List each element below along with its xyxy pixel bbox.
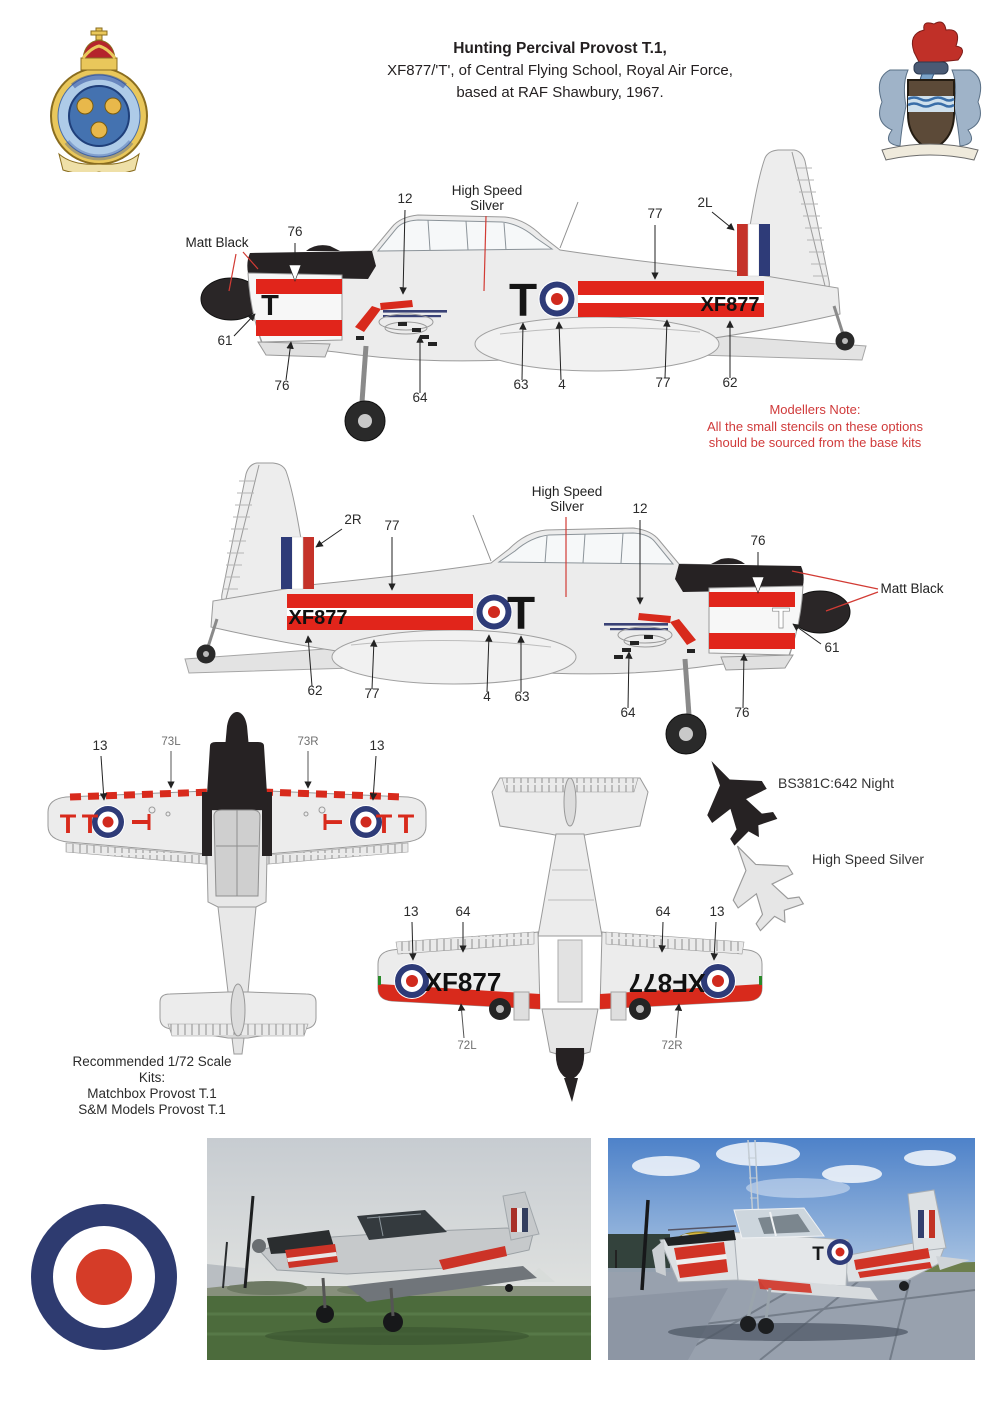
photo-provost-apron: [608, 1138, 975, 1360]
callout-64: 64: [455, 904, 471, 919]
wing-code-letter: T: [59, 809, 77, 839]
callout-63: 63: [514, 689, 530, 704]
title-line-3: based at RAF Shawbury, 1967.: [456, 84, 664, 101]
callout-13: 13: [369, 738, 385, 753]
callout-2L: 2L: [697, 195, 713, 210]
callout-62: 62: [307, 683, 323, 698]
upper-surfaces-plan-view: [48, 712, 426, 1054]
callout-13: 13: [709, 904, 725, 919]
callout-76: 76: [287, 224, 303, 239]
callout-76b: 76: [734, 705, 750, 720]
callout-77: 77: [384, 518, 400, 533]
callout-63: 63: [513, 377, 529, 392]
callout-62: 62: [722, 375, 738, 390]
callout-77b: 77: [364, 686, 380, 701]
callout-76: 76: [750, 533, 766, 548]
night-colour-swatch-icon: [684, 744, 786, 854]
photo2-code-letter: T: [812, 1244, 824, 1265]
recommended-kits: Recommended 1/72 Scale Kits: Matchbox Provost T.1 S&M Models Provost T.1: [72, 1054, 232, 1117]
callout-12: 12: [397, 191, 413, 206]
port-serial: XF877: [700, 294, 760, 316]
callout-2R: 2R: [344, 512, 362, 527]
starboard-cowl-code-letter: T: [772, 603, 790, 635]
callout-77b: 77: [655, 375, 671, 390]
callout-72L: 72L: [457, 1040, 477, 1052]
wing-code-letter: T: [81, 809, 99, 839]
modellers-note-heading: Modellers Note:: [769, 402, 861, 417]
modellers-note: Modellers Note: All the small stencils on these options should be sourced from the base kits: [652, 402, 978, 452]
high-speed-silver-label: High Speed: [451, 183, 523, 198]
callout-61: 61: [824, 640, 840, 655]
callout-4: 4: [558, 377, 566, 392]
matt-black-label: Matt Black: [185, 235, 249, 250]
callout-77: 77: [647, 206, 663, 221]
side-profile-port: [185, 150, 866, 441]
wing-code-letter: T: [318, 813, 348, 831]
svg-text:Silver: Silver: [470, 198, 504, 213]
underwing-serial-right: XF877: [628, 968, 706, 998]
callout-64: 64: [655, 904, 671, 919]
high-speed-silver-label: High Speed: [531, 484, 603, 499]
callout-64: 64: [620, 705, 636, 720]
callout-73L: 73L: [161, 736, 181, 748]
silver-colour-swatch-icon: [710, 829, 812, 939]
title-line-2: XF877/'T', of Central Flying School, Royal Air Force,: [387, 62, 733, 79]
callout-64: 64: [412, 390, 428, 405]
callout-4: 4: [483, 689, 491, 704]
night-colour-label: BS381C:642 Night: [778, 775, 894, 791]
port-fuselage-code-letter: T: [508, 274, 538, 326]
photo-provost-airshow: [207, 1138, 591, 1360]
port-cowl-code-letter: T: [261, 290, 279, 322]
svg-text:Silver: Silver: [550, 499, 584, 514]
callout-61: 61: [217, 333, 233, 348]
callout-76b: 76: [274, 378, 290, 393]
wing-code-letter: T: [126, 813, 156, 831]
callout-13: 13: [403, 904, 419, 919]
under-surfaces-plan-view: [375, 778, 762, 1102]
matt-black-label: Matt Black: [880, 581, 944, 596]
underwing-serial-left: XF877: [424, 967, 502, 997]
callout-13: 13: [92, 738, 108, 753]
title-line-1: Hunting Percival Provost T.1,: [453, 40, 667, 57]
silver-colour-label: High Speed Silver: [812, 851, 925, 867]
wing-code-letter: T: [375, 809, 393, 839]
callout-12: 12: [632, 501, 648, 516]
side-profile-starboard: [185, 463, 944, 754]
starboard-fuselage-code-letter: T: [506, 587, 536, 639]
wing-code-letter: T: [397, 809, 415, 839]
callout-72R: 72R: [661, 1040, 683, 1052]
starboard-serial: XF877: [288, 607, 348, 629]
raf-roundel-icon: [29, 1202, 179, 1352]
callout-73R: 73R: [297, 736, 319, 748]
